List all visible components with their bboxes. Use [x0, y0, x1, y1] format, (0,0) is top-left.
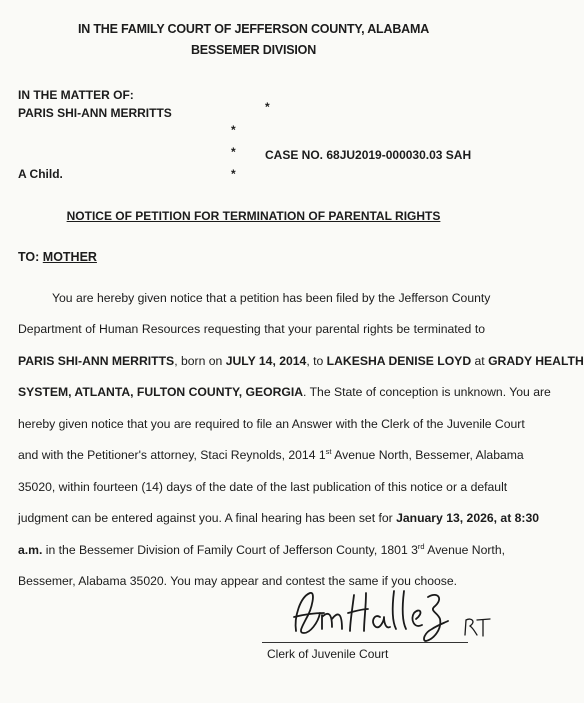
- body-line-1: You are hereby given notice that a petition has been filed by the Jefferson County: [52, 291, 491, 305]
- birth-place-1: GRADY HEALTH: [488, 354, 584, 368]
- body-line-5: hereby given notice that you are required to file an Answer with the Clerk of the Juvenile Court: [18, 417, 525, 431]
- initials-mark: [462, 615, 492, 639]
- to-label: TO:: [18, 250, 40, 264]
- body-line-9: a.m. in the Bessemer Division of Family Court of Jefferson County, 1801 3rd Avenue North,: [18, 542, 505, 557]
- body-line-2: Department of Human Resources requesting that your parental rights be terminated to: [18, 322, 485, 336]
- body-line-7: 35020, within fourteen (14) days of the date of the last publication of this notice or a default: [18, 480, 508, 494]
- caption-star: *: [231, 167, 236, 181]
- addressee: [18, 250, 97, 264]
- body-line-10: Bessemer, Alabama 35020. You may appear and contest the same if you choose.: [18, 574, 458, 588]
- a-child-label: A Child.: [18, 167, 63, 181]
- clerk-title: Clerk of Juvenile Court: [267, 647, 389, 661]
- caption-star: *: [265, 100, 270, 114]
- notice-title: NOTICE OF PETITION FOR TERMINATION OF PARENTAL RIGHTS: [66, 209, 441, 223]
- caption-star: *: [231, 123, 236, 137]
- body-line-3: PARIS SHI-ANN MERRITTS, born on JULY 14, 2014, to LAKESHA DENISE LOYD at GRADY HEALTH: [18, 354, 584, 368]
- child-name-bold: PARIS SHI-ANN MERRITTS: [18, 354, 175, 368]
- court-name: IN THE FAMILY COURT OF JEFFERSON COUNTY, ALABAMA: [77, 22, 430, 36]
- case-number: CASE NO. 68JU2019-000030.03 SAH: [265, 148, 472, 162]
- hearing-date: January 13, 2026, at 8:30: [396, 511, 540, 525]
- body-line-4: SYSTEM, ATLANTA, FULTON COUNTY, GEORGIA. The State of conception is unknown. You are: [18, 385, 551, 399]
- birth-date: JULY 14, 2014: [225, 354, 307, 368]
- mother-name: LAKESHA DENISE LOYD: [326, 354, 472, 368]
- clerk-signature: [288, 583, 450, 645]
- caption-star: *: [231, 145, 236, 159]
- body-line-6: and with the Petitioner's attorney, Staci Reynolds, 2014 1st Avenue North, Bessemer, Alabama: [18, 447, 524, 462]
- hearing-time: a.m.: [18, 543, 43, 557]
- body-line-8: judgment can be entered against you. A final hearing has been set for January 13, 2026, at 8:30: [18, 511, 540, 525]
- birth-place-2: SYSTEM, ATLANTA, FULTON COUNTY, GEORGIA: [18, 385, 304, 399]
- to-party: MOTHER: [42, 250, 97, 264]
- signature-line: [262, 642, 468, 643]
- matter-label: IN THE MATTER OF:: [18, 88, 134, 102]
- court-division: BESSEMER DIVISION: [190, 43, 317, 57]
- child-name: PARIS SHI-ANN MERRITTS: [18, 106, 172, 120]
